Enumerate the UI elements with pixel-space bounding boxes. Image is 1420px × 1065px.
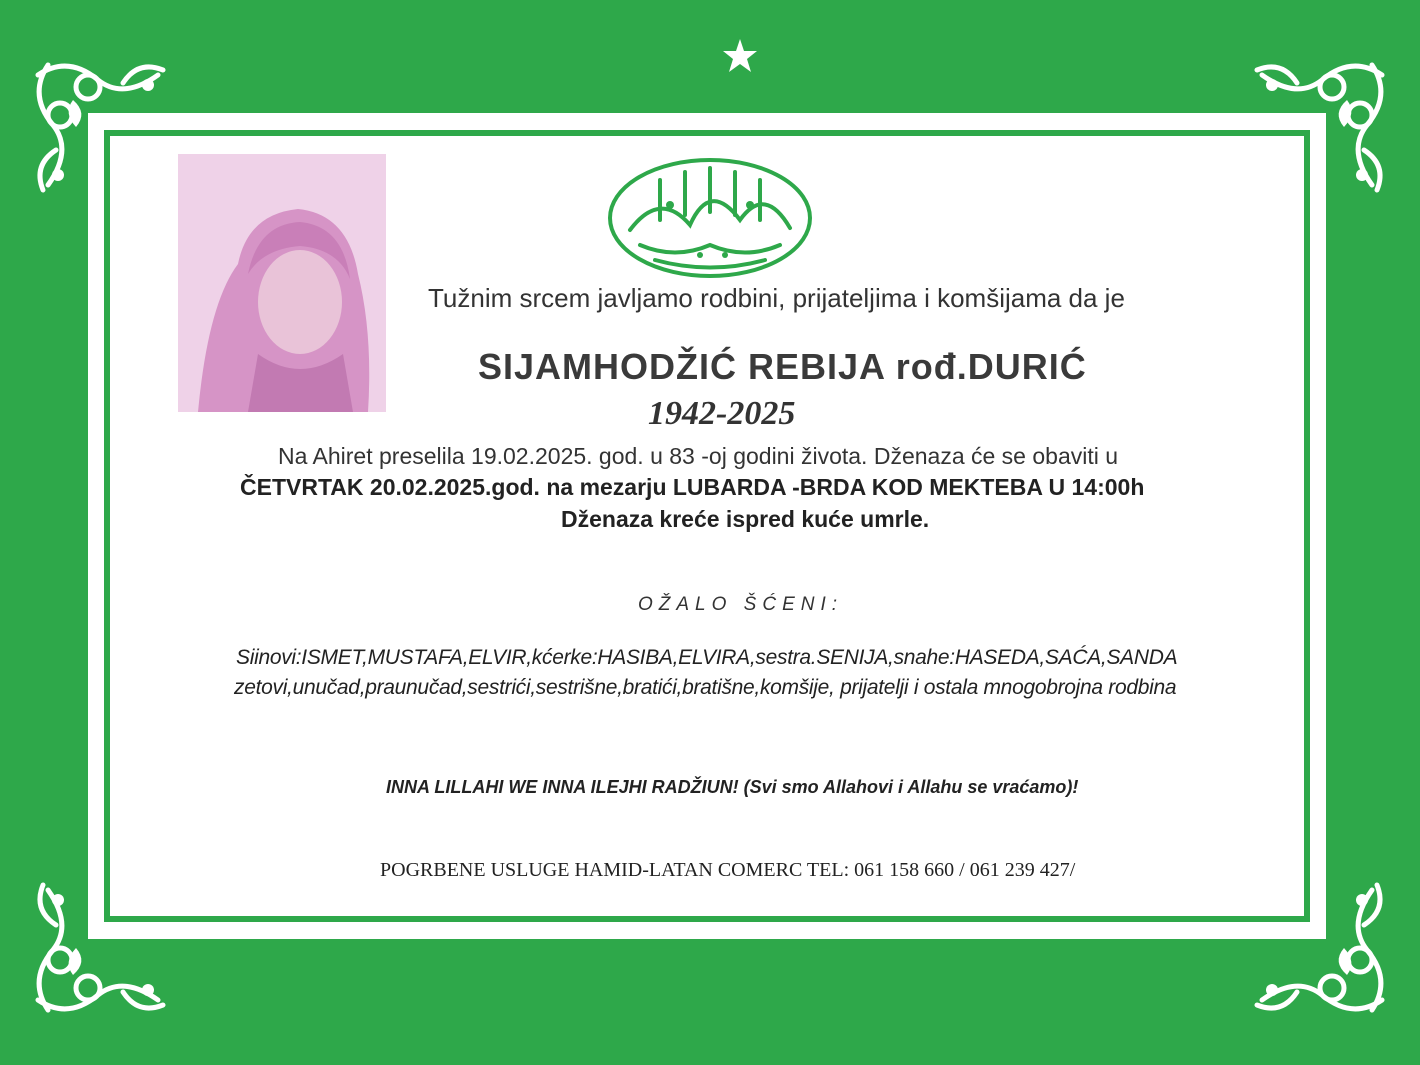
deceased-photo [178, 154, 386, 412]
crescent-star-icon [660, 14, 770, 104]
intro-text: Tužnim srcem javljamo rodbini, prijateljima i komšijama da je [428, 283, 1125, 313]
prayer-text: INNA LILLAHI WE INNA ILEJHI RADŽIUN! (Svi smo Allahovi i Allahu se vraćamo)! [386, 777, 1079, 797]
funeral-details-line-3: Dženaza kreće ispred kuće umrle. [561, 506, 930, 532]
life-years: 1942-2025 [648, 395, 796, 432]
arabic-calligraphy-icon [600, 150, 820, 285]
funeral-service-footer: POGRBENE USLUGE HAMID-LATAN COMERC TEL: 061 158 660 / 061 239 427/ [380, 859, 1076, 881]
floral-corner-ornament-icon [28, 55, 178, 205]
mourners-heading: OŽALO ŠĆENI: [638, 594, 844, 615]
floral-corner-ornament-icon [1242, 55, 1392, 205]
funeral-details-line-2: ČETVRTAK 20.02.2025.god. na mezarju LUBARDA -BRDA KOD MEKTEBA U 14:00h [240, 474, 1145, 500]
death-details-line-1: Na Ahiret preselila 19.02.2025. god. u 83 -oj godini života. Dženaza će se obaviti u [278, 443, 1119, 469]
family-list-line-1: Siinovi:ISMET,MUSTAFA,ELVIR,kćerke:HASIBA,ELVIRA,sestra.SENIJA,snahe:HASEDA,SAĆA,SANDA [236, 646, 1178, 669]
deceased-name: SIJAMHODŽIĆ REBIJA rođ.DURIĆ [478, 346, 1087, 387]
floral-corner-ornament-icon [28, 870, 178, 1020]
family-list-line-2: zetovi,unučad,praunučad,sestrići,sestrišne,bratići,bratišne,komšije, prijatelji i ostala mnogobrojna rodbina [234, 676, 1177, 699]
floral-corner-ornament-icon [1242, 870, 1392, 1020]
